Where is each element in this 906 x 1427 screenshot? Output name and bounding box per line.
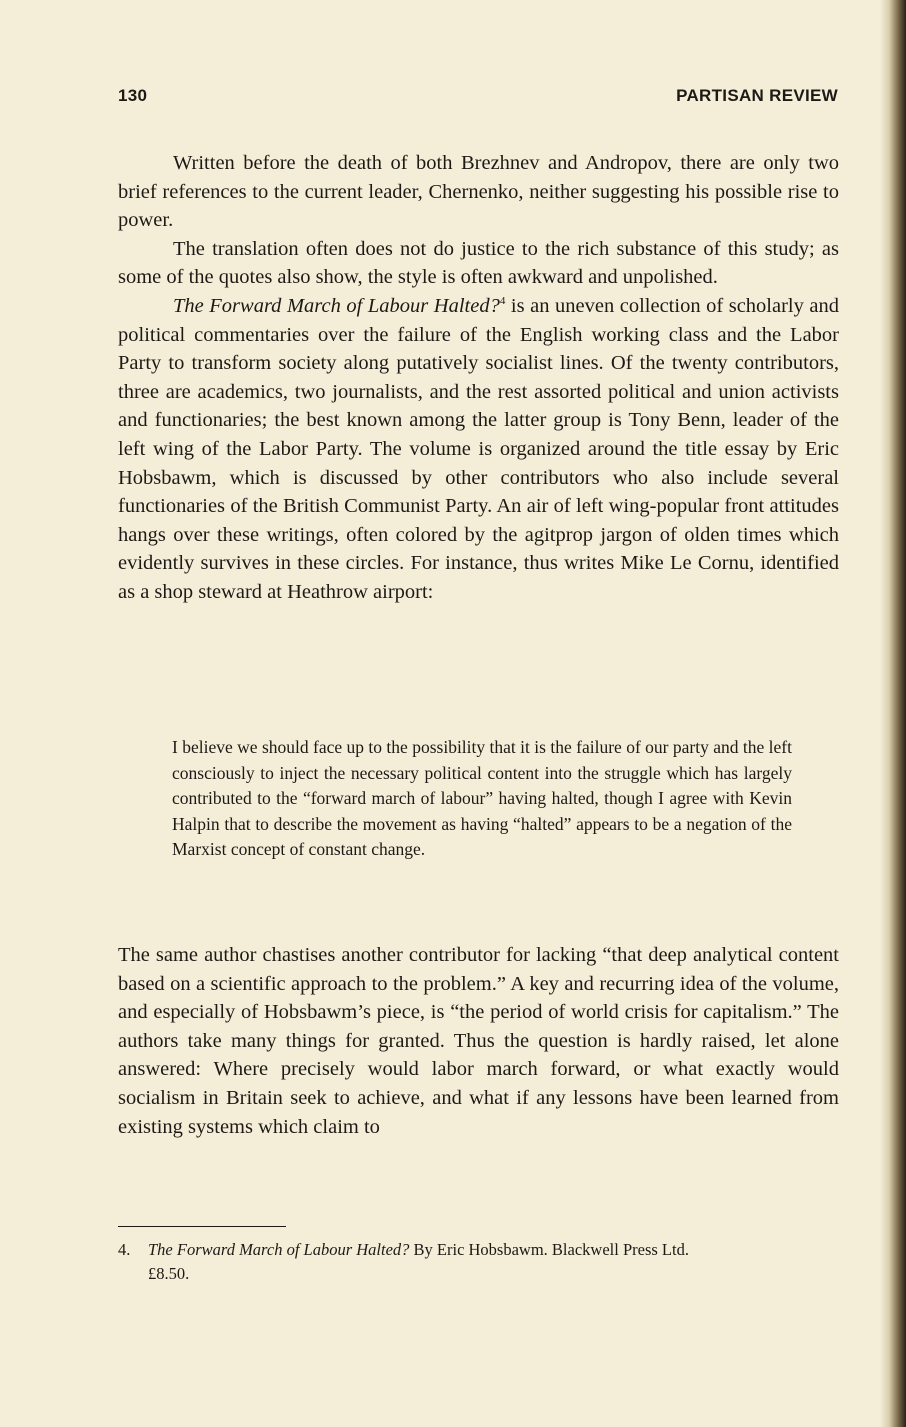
footnote-text: By Eric Hobsbawm. Blackwell Press Ltd. [409, 1240, 689, 1259]
footnote-book-title: The Forward March of Labour Halted? [148, 1240, 410, 1259]
running-head [118, 86, 838, 110]
page-number: 130 [118, 86, 148, 105]
paragraph-4: The same author chastises another contributor for lacking “that deep analytical content based on a scientific approach to the problem.” A key and recurring idea of the volume, and especially of Hobsbawm’s piece, is “the period of world crisis for capitalism.” The authors take many things for granted. Thus the question is hardly raised, let alone answered: Where precisely would labor march forward, or what exactly would socialism in Britain seek to achieve, and what if any lessons have been learned from existing systems which claim to [118, 944, 839, 1138]
paragraph-3 [118, 292, 839, 607]
footnote-reference: 4 [499, 295, 506, 308]
paragraph-3-text: is an uneven collection of scholarly and political commentaries over the failure of the English working class and the Labor Party to transform society along putatively socialist lines. Of the twenty contributors, three are academics, two journalists, and the rest assorted political and union activists and functionaries; the best known among the latter group is Tony Benn, leader of the left wing of the Labor Party. The volume is organized around the title essay by Eric Hobsbawm, which is discussed by other contributors who also include several functionaries of the British Communist Party. An air of left wing-popular front attitudes hangs over these writings, often colored by the agitprop jargon of olden times which evidently survives in these circles. For instance, thus writes Mike Le Cornu, identified as a shop steward at Heathrow airport: [118, 294, 840, 603]
body-text-top [118, 149, 839, 607]
block-quote: I believe we should face up to the possibility that it is the failure of our party and the left consciously to inject the necessary political content into the struggle which has largely contributed to the “forward march of labour” having halted, though I agree with Kevin Halpin that to describe the movement as having “halted” appears to be a negation of the Marxist concept of constant change. [172, 737, 792, 859]
footnote-divider [118, 1226, 286, 1227]
book-title: The Forward March of Labour Halted? [173, 294, 500, 317]
footnote [118, 1238, 839, 1286]
footnote-price: £8.50. [148, 1264, 190, 1283]
paragraph-1: Written before the death of both Brezhnev and Andropov, there are only two brief references to the current leader, Chernenko, neither suggesting his possible rise to power. [118, 152, 839, 232]
paragraph-2: The translation often does not do justice to the rich substance of this study; as some of the quotes also show, the style is often awkward and unpolished. [118, 237, 839, 289]
footnote-number: 4. [118, 1240, 131, 1259]
journal-title: PARTISAN REVIEW [676, 86, 838, 105]
footnote-line-1 [118, 1238, 839, 1262]
body-text-bottom [118, 941, 839, 1141]
book-spine-shadow [880, 0, 906, 1427]
